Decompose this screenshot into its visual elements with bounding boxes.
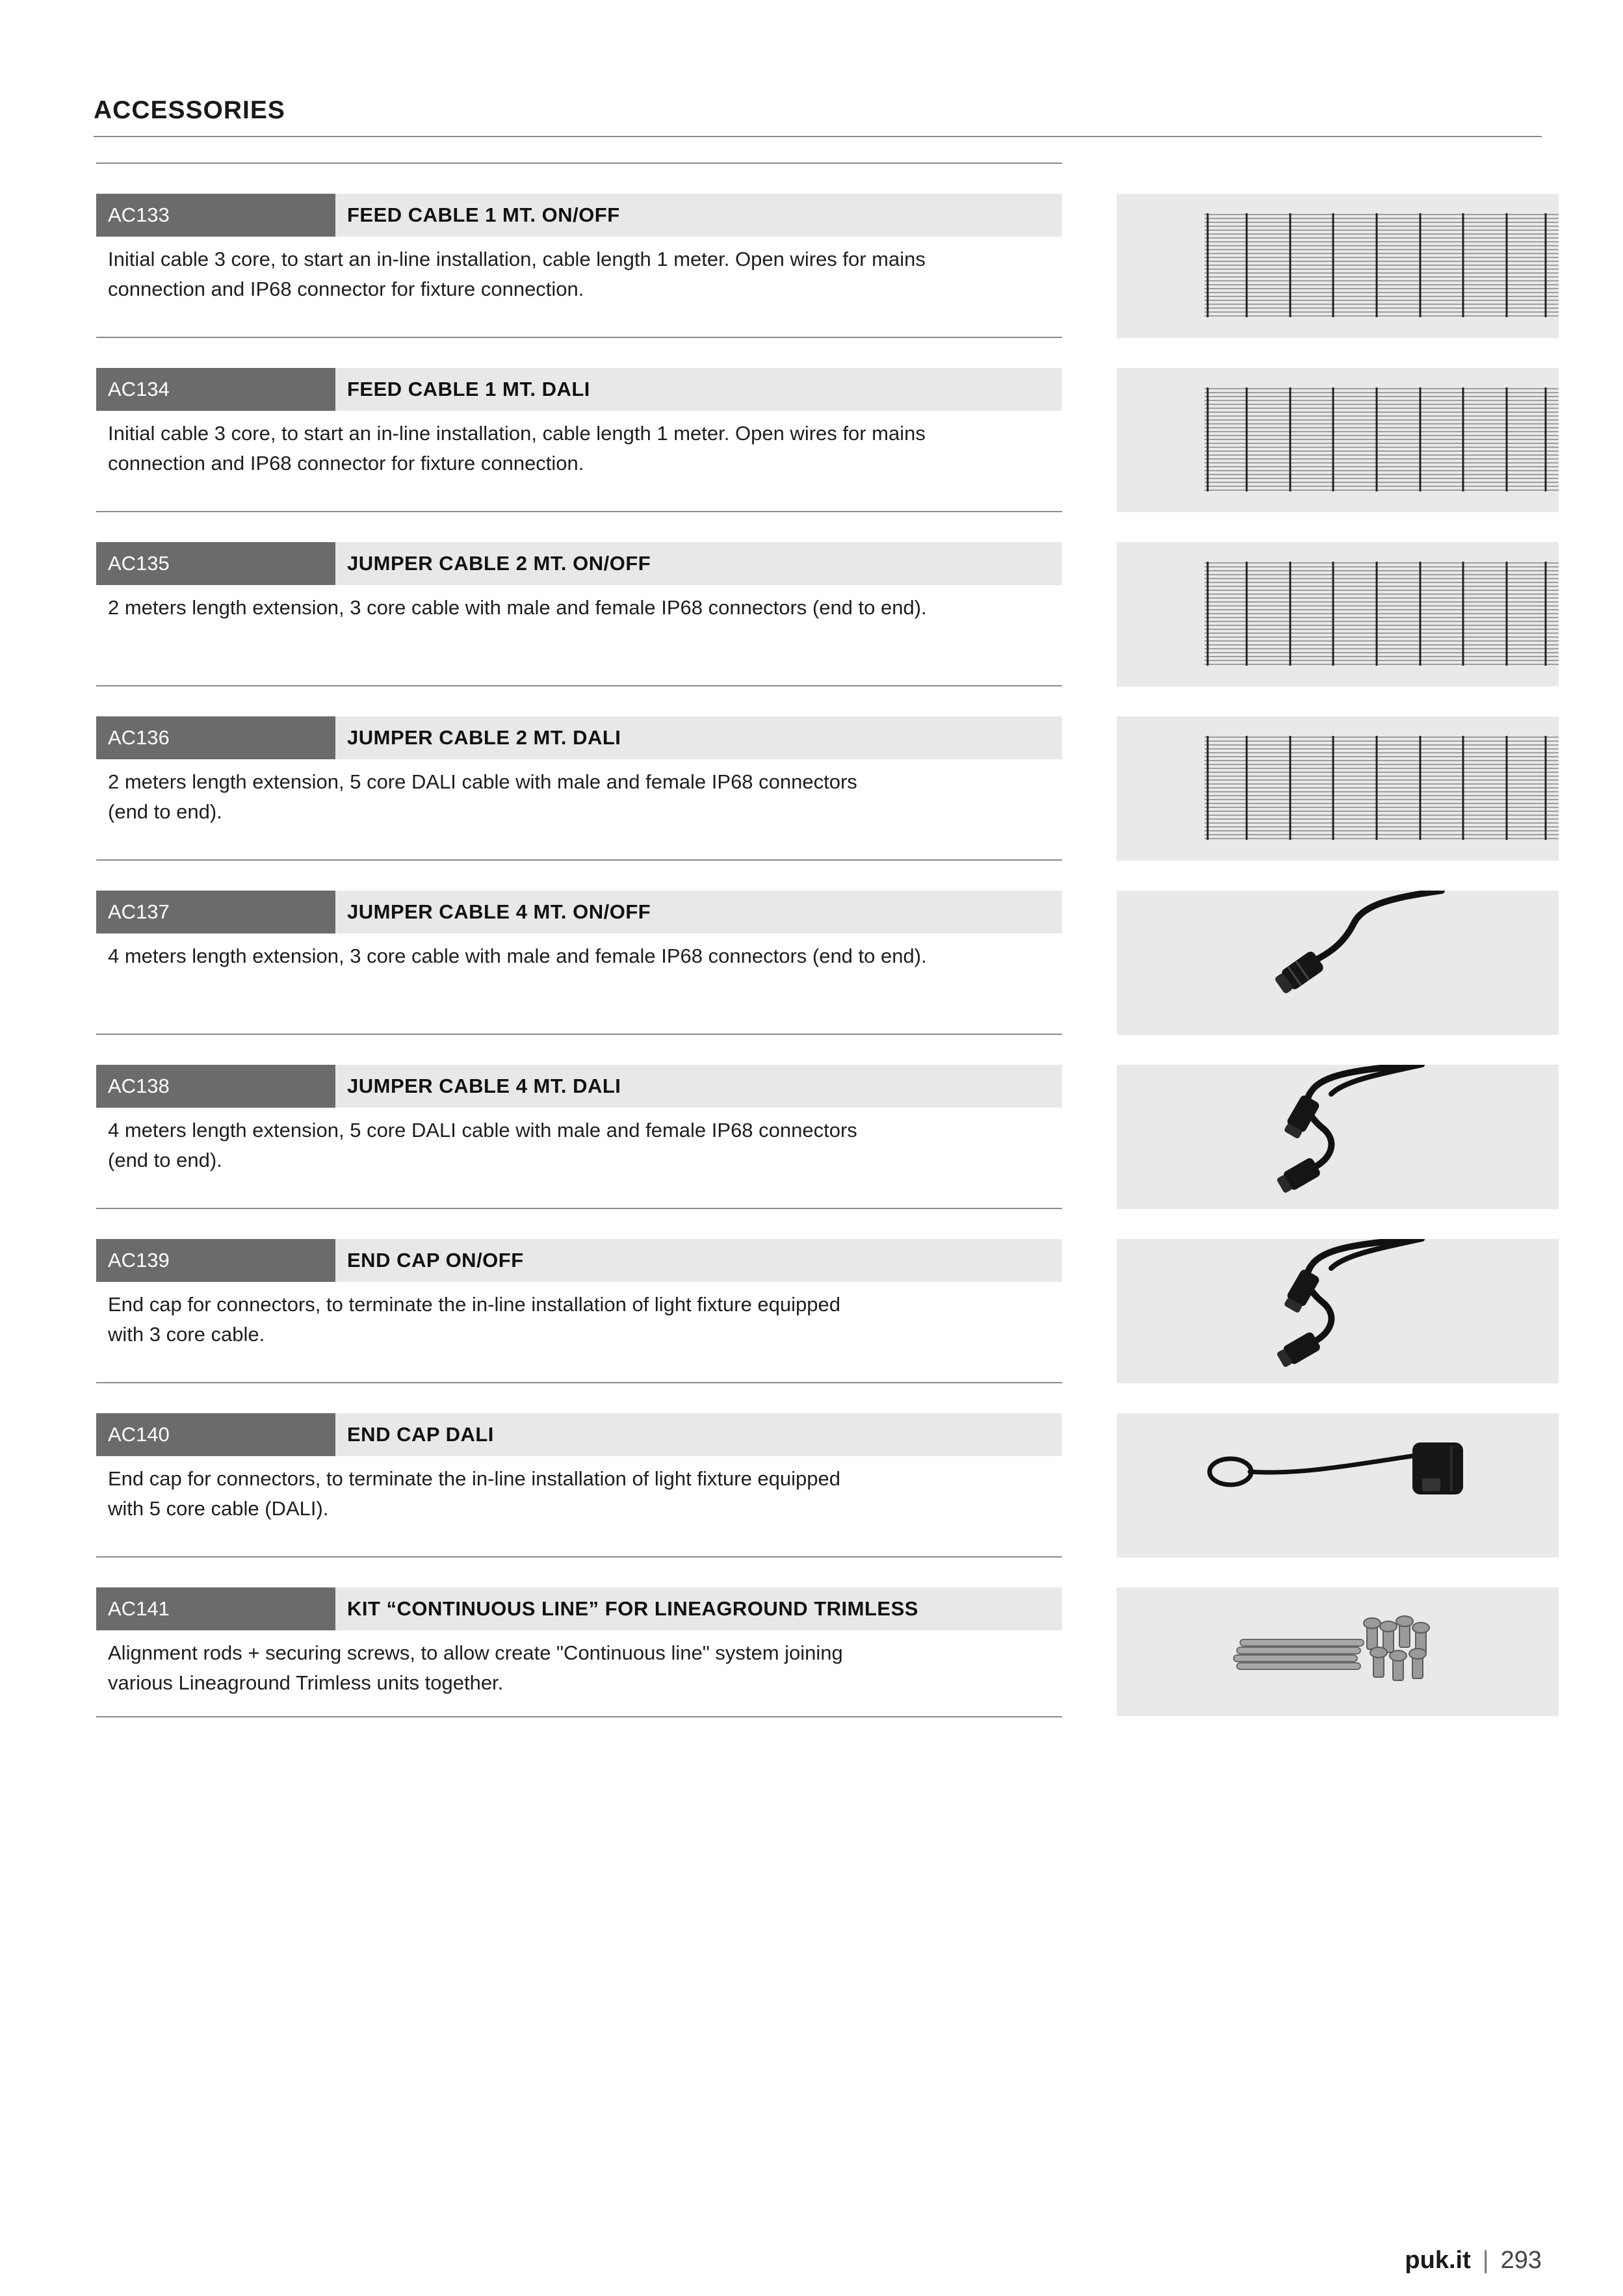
item-description xyxy=(108,1115,1044,1175)
item-code: AC135 xyxy=(96,542,335,585)
item-description-line: 4 meters length extension, 3 core cable with male and female IP68 connectors (end to end). xyxy=(108,945,927,967)
item-description xyxy=(108,244,1044,304)
feed-cable-image xyxy=(1117,368,1559,512)
item-description-line: Initial cable 3 core, to start an in-line installation, cable length 1 meter. Open wires for mains xyxy=(108,248,926,270)
accessory-item xyxy=(96,368,1559,543)
page-number: 293 xyxy=(1500,2247,1542,2274)
title-divider xyxy=(94,136,1542,137)
single-connector-cable-image xyxy=(1117,891,1559,1035)
accessory-item xyxy=(96,1239,1559,1415)
accessory-item xyxy=(96,542,1559,718)
item-code: AC140 xyxy=(96,1413,335,1456)
accessory-item xyxy=(96,716,1559,892)
item-description xyxy=(108,419,1044,478)
rods-and-screws-image xyxy=(1117,1587,1559,1716)
double-connector-cable-image xyxy=(1117,1065,1559,1209)
item-description-line: Initial cable 3 core, to start an in-line installation, cable length 1 meter. Open wires for mains xyxy=(108,422,926,445)
item-divider xyxy=(96,859,1062,861)
item-name: JUMPER CABLE 2 MT. ON/OFF xyxy=(335,542,1062,585)
item-divider xyxy=(96,1208,1062,1209)
end-cap-image xyxy=(1117,1413,1559,1558)
item-code: AC137 xyxy=(96,891,335,933)
item-description-line: (end to end). xyxy=(108,800,222,823)
item-description-line: 2 meters length extension, 5 core DALI cable with male and female IP68 connectors xyxy=(108,770,857,793)
item-description-line: connection and IP68 connector for fixture connection. xyxy=(108,452,584,475)
item-name: KIT “CONTINUOUS LINE” FOR LINEAGROUND TRIMLESS xyxy=(335,1587,1062,1630)
item-description-line: End cap for connectors, to terminate the in-line installation of light fixture equipped xyxy=(108,1467,840,1490)
item-description-line: with 5 core cable (DALI). xyxy=(108,1497,329,1520)
item-description-line: Alignment rods + securing screws, to allow create "Continuous line" system joining xyxy=(108,1641,843,1664)
accessory-item xyxy=(96,1587,1559,1763)
accessory-item xyxy=(96,1065,1559,1240)
item-description-line: 2 meters length extension, 3 core cable with male and female IP68 connectors (end to end). xyxy=(108,596,927,619)
item-name: FEED CABLE 1 MT. ON/OFF xyxy=(335,194,1062,237)
item-code: AC136 xyxy=(96,716,335,759)
item-description xyxy=(108,941,1044,971)
item-description-line: connection and IP68 connector for fixture connection. xyxy=(108,278,584,300)
item-code: AC141 xyxy=(96,1587,335,1630)
item-divider xyxy=(96,511,1062,512)
item-divider xyxy=(96,685,1062,686)
double-connector-cable-image xyxy=(1117,1239,1559,1383)
feed-cable-image xyxy=(1117,194,1559,338)
item-divider xyxy=(96,1716,1062,1717)
accessory-item xyxy=(96,891,1559,1066)
item-code: AC139 xyxy=(96,1239,335,1282)
item-divider xyxy=(96,1556,1062,1558)
item-code: AC138 xyxy=(96,1065,335,1108)
accessory-item xyxy=(96,1413,1559,1589)
list-top-divider xyxy=(96,163,1062,164)
item-description xyxy=(108,767,1044,827)
item-name: FEED CABLE 1 MT. DALI xyxy=(335,368,1062,411)
footer-brand-link[interactable]: puk.it xyxy=(1405,2247,1471,2274)
item-description-line: 4 meters length extension, 5 core DALI cable with male and female IP68 connectors xyxy=(108,1119,857,1141)
item-code: AC134 xyxy=(96,368,335,411)
item-description-line: (end to end). xyxy=(108,1149,222,1171)
item-description xyxy=(108,1464,1044,1524)
jumper-cable-image xyxy=(1117,716,1559,861)
item-divider xyxy=(96,1382,1062,1383)
item-description xyxy=(108,1290,1044,1350)
page-title: ACCESSORIES xyxy=(94,96,285,124)
page-footer xyxy=(1405,2247,1542,2275)
item-name: END CAP ON/OFF xyxy=(335,1239,1062,1282)
footer-separator: | xyxy=(1482,2247,1489,2274)
accessory-item xyxy=(96,194,1559,369)
item-description-line: various Lineaground Trimless units together. xyxy=(108,1671,504,1694)
item-name: END CAP DALI xyxy=(335,1413,1062,1456)
item-divider xyxy=(96,1034,1062,1035)
item-description-line: End cap for connectors, to terminate the in-line installation of light fixture equipped xyxy=(108,1293,840,1316)
item-description xyxy=(108,1638,1044,1698)
item-divider xyxy=(96,337,1062,338)
item-description xyxy=(108,593,1044,623)
item-description-line: with 3 core cable. xyxy=(108,1323,265,1346)
item-name: JUMPER CABLE 4 MT. ON/OFF xyxy=(335,891,1062,933)
item-name: JUMPER CABLE 4 MT. DALI xyxy=(335,1065,1062,1108)
item-name: JUMPER CABLE 2 MT. DALI xyxy=(335,716,1062,759)
jumper-cable-image xyxy=(1117,542,1559,686)
item-code: AC133 xyxy=(96,194,335,237)
